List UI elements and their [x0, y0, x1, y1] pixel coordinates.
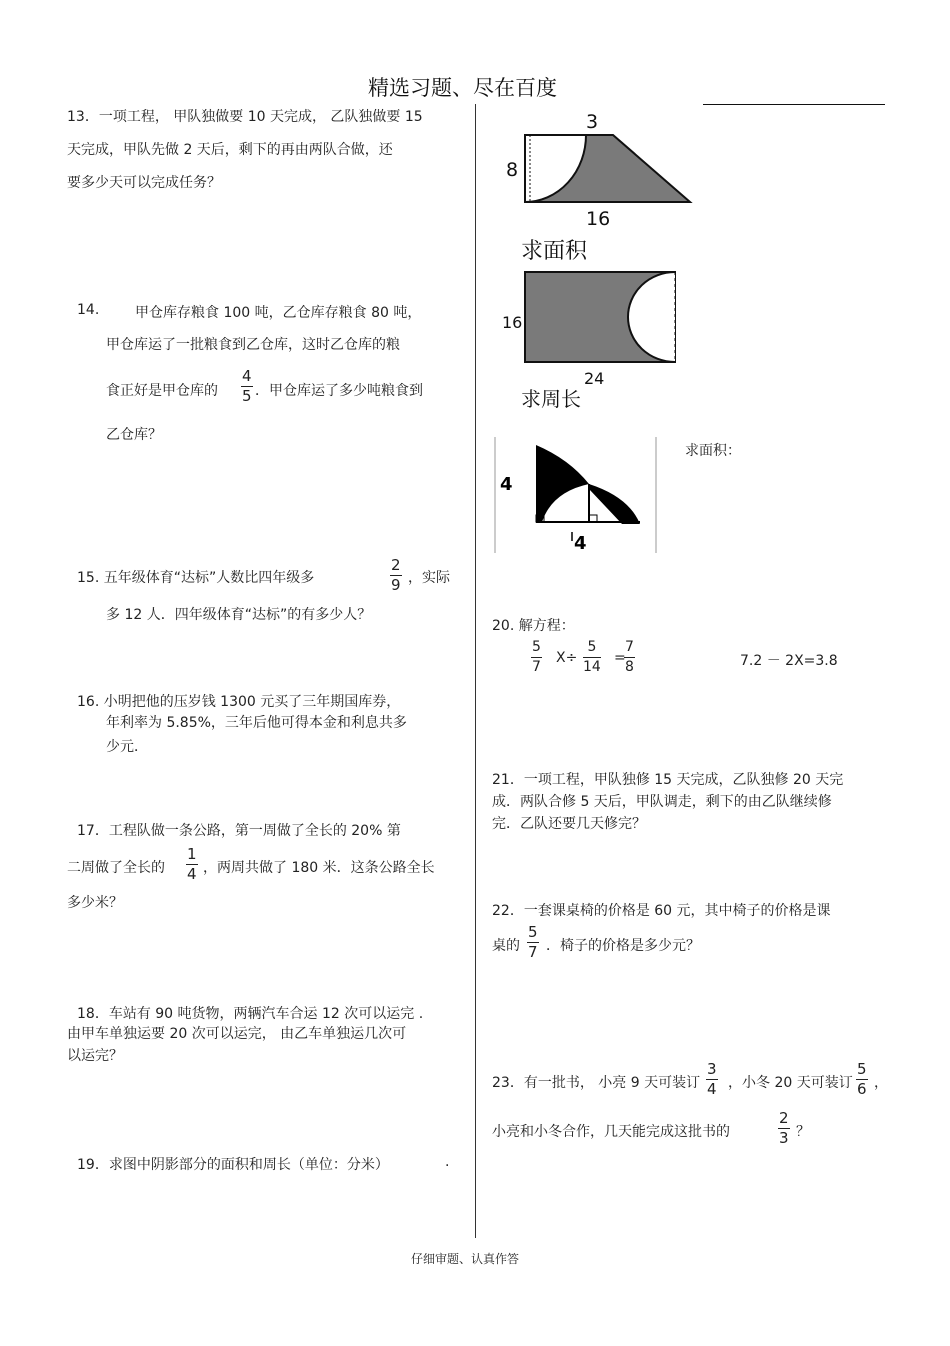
q14-frac-num: 4: [242, 367, 252, 385]
q19-text: 19．求图中阴影部分的面积和周长（单位：分米）: [77, 1157, 389, 1173]
q23-line1b: ，小冬 20 天可装订: [728, 1075, 853, 1091]
q16-line1: 16. 小明把他的压岁钱 1300 元买了三年期国库券，: [77, 694, 401, 710]
q22-frac-num: 5: [528, 923, 538, 941]
q14-line3a: 食正好是甲仓库的: [106, 383, 218, 399]
q18-line2: 由甲车单独运要 20 次可以运完， 由乙车单独运几次可: [67, 1026, 407, 1042]
q15-frac-den: 9: [391, 576, 401, 594]
fig2-bottom-label: 24: [584, 369, 605, 388]
fig3-left-label: 4: [500, 474, 513, 495]
q20-f3-den: 8: [625, 659, 634, 675]
figure-trapezoid: [498, 108, 698, 268]
fig1-caption: 求面积: [521, 239, 588, 264]
q20-f1-num: 5: [531, 638, 542, 658]
q14-line3b: ．甲仓库运了多少吨粮食到: [255, 383, 423, 399]
q20-eq1-frac1: [531, 638, 542, 677]
q21-line2: 成．两队合修 5 天后，甲队调走，剩下的由乙队继续修: [492, 794, 832, 810]
q23-f3-den: 3: [779, 1129, 789, 1147]
q14-line4: 乙仓库？: [106, 427, 162, 443]
q14-fraction: [241, 367, 253, 406]
header-rule: [703, 104, 885, 105]
q23-line2a: 小亮和小冬合作，几天能完成这批书的: [492, 1124, 730, 1140]
q21-line1: 21．一项工程，甲队独修 15 天完成，乙队独修 20 天完: [492, 772, 844, 788]
q14-number: 14.: [77, 302, 100, 318]
q15-line2: 多 12 人．四年级体育“达标”的有多少人？: [106, 607, 372, 623]
fig2-caption: 求周长: [521, 387, 581, 411]
q18-line3: 以运完？: [67, 1048, 123, 1064]
q23-f2-den: 6: [857, 1080, 867, 1098]
page-footer: 仔细审题、认真作答: [411, 1252, 520, 1266]
fig3-caption: 求面积：: [685, 443, 741, 459]
q17-line1: 17．工程队做一条公路，第一周做了全长的 20% 第: [77, 823, 401, 839]
q16-line3: 少元．: [106, 739, 148, 755]
fig3-left-shape: [536, 445, 589, 522]
q21-line3: 完．乙队还要几天修完？: [492, 816, 646, 832]
fig3-bottom-label: 4: [574, 533, 587, 554]
q14-line2: 甲仓库运了一批粮食到乙仓库，这时乙仓库的粮: [106, 337, 400, 353]
q23-f1-den: 4: [707, 1080, 717, 1098]
q20-f1-den: 7: [532, 659, 541, 675]
q15-fraction: [390, 556, 402, 595]
q22-frac-den: 7: [528, 943, 538, 961]
figure-shaded-region: [494, 437, 659, 555]
q17-line2a: 二周做了全长的: [67, 860, 165, 876]
q13-line3: 要多少天可以完成任务？: [67, 175, 221, 191]
q23-line1a: 23．有一批书， 小亮 9 天可装订: [492, 1075, 701, 1091]
figure-rectangle: [498, 265, 698, 415]
q13-line1: 13．一项工程， 甲队独做要 10 天完成， 乙队独做要 15: [67, 109, 423, 125]
q20-eq1-frac2: [583, 638, 601, 677]
q22-line2b: ．椅子的价格是多少元？: [546, 938, 700, 954]
q23-fraction3: [778, 1109, 790, 1148]
q19-dot: .: [445, 1154, 450, 1170]
q23-f1-num: 3: [707, 1060, 717, 1078]
q23-f3-num: 2: [779, 1109, 789, 1127]
fig3-right-angle-2: [589, 515, 597, 522]
q23-line1c: ，: [874, 1075, 888, 1091]
fig1-bottom-label: 16: [586, 208, 611, 230]
fig2-left-label: 16: [502, 313, 523, 332]
page-header-title: 精选习题、尽在百度: [368, 76, 557, 100]
q20-eq1-x: X÷: [556, 650, 578, 666]
q20-eq2: 7.2 － 2X=3.8: [740, 653, 838, 669]
q17-line2b: ，两周共做了 180 米．这条公路全长: [203, 860, 435, 876]
q13-line2: 天完成，甲队先做 2 天后，剩下的再由两队合做，还: [67, 142, 393, 158]
q23-line2b: ？: [796, 1124, 810, 1140]
q15-frac-num: 2: [391, 556, 401, 574]
q23-fraction2: [856, 1060, 868, 1099]
q14-line1: 甲仓库存粮食 100 吨，乙仓库存粮食 80 吨，: [135, 305, 422, 321]
q22-fraction: [527, 923, 539, 962]
q17-frac-den: 4: [187, 865, 197, 883]
q20-f3-num: 7: [624, 638, 635, 658]
q22-line2a: 桌的: [492, 938, 520, 954]
fig1-top-label: 3: [586, 111, 599, 133]
q17-line3: 多少米？: [67, 895, 123, 911]
q20-eq1-frac3: [624, 638, 635, 677]
q20-f2-num: 5: [583, 638, 601, 658]
column-divider: [475, 104, 476, 1238]
q18-line1: 18．车站有 90 吨货物，两辆汽车合运 12 次可以运完 .: [77, 1006, 424, 1022]
q14-frac-den: 5: [242, 387, 252, 405]
q20-f2-den: 14: [583, 659, 601, 675]
q15-line1a: 15. 五年级体育“达标”人数比四年级多: [77, 570, 315, 586]
q16-line2: 年利率为 5.85%，三年后他可得本金和利息共多: [106, 715, 407, 731]
q22-line1: 22．一套课桌椅的价格是 60 元，其中椅子的价格是课: [492, 903, 831, 919]
fig1-left-label: 8: [506, 159, 519, 181]
q17-fraction: [186, 845, 198, 884]
q23-f2-num: 5: [857, 1060, 867, 1078]
q15-line1b: ，实际: [408, 570, 450, 586]
q23-fraction1: [706, 1060, 718, 1099]
q20-title: 20. 解方程：: [492, 618, 575, 634]
q17-frac-num: 1: [187, 845, 197, 863]
q20-eq1-equals: =: [614, 650, 626, 666]
